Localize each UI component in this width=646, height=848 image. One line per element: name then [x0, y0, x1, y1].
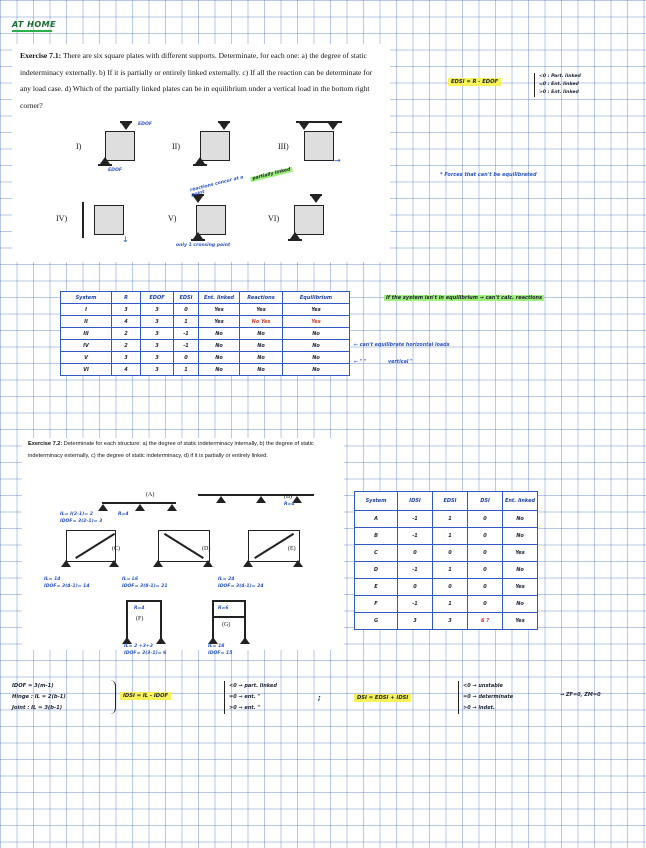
- structure-a-note-2: IDOF= 3(2-1)= 3: [60, 519, 103, 524]
- table-cell: 0: [468, 562, 503, 579]
- structure-f-left-column: [126, 600, 128, 640]
- plate-label-5: V): [168, 214, 177, 223]
- dsi-formula-text: DSI = EDSI + IDSI: [354, 694, 411, 702]
- t2-h-system: System: [355, 492, 398, 511]
- t1-h-entlinked: Ent. linked: [199, 292, 240, 304]
- table-cell: No: [283, 352, 350, 364]
- page-heading: [12, 20, 56, 32]
- structure-f-right-column: [160, 600, 162, 640]
- only-crossing-note: only 1 crossing point: [176, 243, 231, 248]
- table-cell: 1: [433, 511, 468, 528]
- plate-3-top-support-right: [328, 123, 338, 130]
- structure-d-note-1: IL= L6: [122, 577, 139, 582]
- structure-b-support-1: [216, 496, 226, 503]
- structure-e-note-2: IDOF= 3(4-1)= 24: [218, 584, 264, 589]
- table-row: [355, 528, 538, 545]
- table-row: [355, 545, 538, 562]
- plate-3-arrow-icon: →: [334, 156, 341, 165]
- structure-c-support-right: [109, 560, 119, 567]
- table-cell: -1: [398, 528, 433, 545]
- table-cell: G: [355, 613, 398, 630]
- table-cell: 0: [468, 528, 503, 545]
- edsi-formula: [448, 79, 501, 85]
- table-cell: Yes: [283, 304, 350, 316]
- plate-label-3: III): [278, 142, 289, 151]
- table-cell: D: [355, 562, 398, 579]
- structure-d-support-left: [153, 560, 163, 567]
- note-vertical-text: vertical ": [388, 360, 413, 365]
- exercise-7-1-body: There are six square plates with different supports. Determinate, for each one: a) the degree of static indeterminacy externally. b) If it is partially or entirely linked externally. c) If all the reaction can be determinate for any load case. d) Which of the partially linked plates can be in equilibrium under a vertical load in the bottom right corner?: [20, 51, 373, 110]
- plate-label-1: I): [76, 142, 82, 151]
- table-cell: Yes: [240, 304, 283, 316]
- bottom-formulas-left: [12, 681, 66, 714]
- table-cell: 3: [141, 328, 174, 340]
- exercise-7-1-panel: [12, 44, 390, 262]
- plate-label-4: IV): [56, 214, 68, 223]
- structure-a-note-1: IL= I(2-1)= 2: [60, 512, 93, 517]
- table-cell: Yes: [503, 613, 538, 630]
- structure-e-support-left: [243, 560, 253, 567]
- structure-a-label: (A): [146, 492, 155, 498]
- table-cell: C: [355, 545, 398, 562]
- formula-joint: Joint : IL = 3(b-1): [12, 705, 63, 711]
- plate-label-6: VI): [268, 214, 280, 223]
- structure-c-note-2: IDOF= 3(4-1)= 14: [44, 584, 90, 589]
- table-cell: -1: [398, 562, 433, 579]
- t1-h-edof: EDOF: [141, 292, 174, 304]
- table-cell: No: [199, 364, 240, 376]
- table-row: [61, 328, 350, 340]
- structure-g-mid-beam: [212, 616, 246, 618]
- structure-g-support-left: [208, 637, 218, 644]
- table-cell: -1: [398, 596, 433, 613]
- partially-linked-note: partially linked: [251, 167, 292, 182]
- structure-f-note-2: IDOF= 3(3-1)= 6: [124, 651, 167, 656]
- t1-h-r: R: [112, 292, 141, 304]
- note-horizontal-text: can't equilibrate horizontal loads: [359, 343, 450, 348]
- table-cell: 3: [398, 613, 433, 630]
- dsi-case-3: >0 → indet.: [463, 705, 495, 711]
- table-cell: 3: [433, 613, 468, 630]
- table-cell: 0: [468, 545, 503, 562]
- table-cell: No: [199, 352, 240, 364]
- structure-f-note-1: IL= 2 +3+3: [124, 644, 153, 649]
- plate-1-edof-note-2: EDOF: [108, 168, 122, 173]
- table-row: [61, 304, 350, 316]
- table-cell: II: [61, 316, 112, 328]
- idsi-cases: [224, 681, 277, 714]
- structure-d-support-right: [203, 560, 213, 567]
- structure-f-reaction-note: R=4: [134, 606, 145, 611]
- table-cell: No: [199, 340, 240, 352]
- table-cell: 0: [433, 579, 468, 596]
- table-cell: No: [503, 511, 538, 528]
- table-cell: 4: [112, 364, 141, 376]
- table-cell: 0: [468, 596, 503, 613]
- idsi-case-3: >0 → ent. ": [229, 705, 260, 711]
- structure-a-support-2: [135, 504, 145, 511]
- heading-text: AT HOME: [12, 20, 57, 29]
- plate-4-left-bar: [82, 202, 84, 238]
- table-7-1-header: [61, 292, 350, 304]
- plate-2-top-support: [219, 123, 229, 130]
- table-row: [355, 579, 538, 596]
- plate-6-bottom-bar: [288, 239, 302, 241]
- table-cell: 1: [433, 528, 468, 545]
- table-cell: 3: [112, 352, 141, 364]
- edsi-cases: [534, 73, 581, 97]
- table-cell: No: [503, 528, 538, 545]
- table-cell: A: [355, 511, 398, 528]
- structure-f-support-left: [122, 637, 132, 644]
- structure-d-label: (D): [202, 546, 211, 552]
- table-cell: No: [240, 328, 283, 340]
- table-row: [61, 340, 350, 352]
- table-cell: 0: [398, 545, 433, 562]
- table-cell: No Yes: [240, 316, 283, 328]
- structure-d-note-2: IDOF= 3(8-1)= 21: [122, 584, 168, 589]
- idsi-case-2: =0 → ent. ": [229, 694, 260, 700]
- structure-g-support-right: [240, 637, 250, 644]
- structure-b-label: (B): [284, 494, 292, 500]
- structure-c-label: (C): [112, 546, 120, 552]
- dsi-formula: [354, 695, 411, 701]
- plate-1-top-support: [121, 123, 131, 130]
- structure-g-beam: [212, 600, 246, 602]
- table-cell: 0: [174, 352, 199, 364]
- table-row: [61, 352, 350, 364]
- structure-g-label: (G): [222, 622, 231, 628]
- edsi-case-2: =0 : Ent. linked: [539, 82, 579, 87]
- table-cell: 1: [433, 596, 468, 613]
- exercise-7-2-panel: [22, 438, 344, 650]
- table-cell: 0: [468, 511, 503, 528]
- table-cell: 3: [141, 304, 174, 316]
- table-cell: 2: [112, 328, 141, 340]
- table-cell: 3: [141, 352, 174, 364]
- table-cell: No: [503, 562, 538, 579]
- structure-g-left-column: [212, 600, 214, 640]
- table-cell: 2: [112, 340, 141, 352]
- structure-f-beam: [126, 600, 162, 602]
- table-row: [355, 562, 538, 579]
- table-row: [355, 613, 538, 630]
- edsi-case-3: >0 : Ent. linked: [539, 90, 579, 95]
- table-cell: -1: [174, 328, 199, 340]
- table-cell: 3: [141, 316, 174, 328]
- exercise-7-1-title: Exercise 7.1:: [20, 51, 62, 60]
- table-row: [355, 511, 538, 528]
- plate-4: [94, 205, 124, 235]
- bottom-semicolon: ;: [318, 694, 321, 702]
- dsi-case-2: =0 → determinate: [463, 694, 514, 700]
- table-cell: No: [283, 340, 350, 352]
- structure-g-note-1: IL= 18: [208, 644, 225, 649]
- t1-h-system: System: [61, 292, 112, 304]
- t1-h-equilibrium: Equilibrium: [283, 292, 350, 304]
- table-cell: F: [355, 596, 398, 613]
- table-1-note-horizontal: [354, 343, 449, 348]
- exercise-7-2-body: Determinate for each structure: a) the degree of static indeterminacy internally, b) the degree of static indeterminacy externally, c) the degree of static indeterminacy, d) if it is partially or entirely linked.: [28, 441, 314, 460]
- table-7-2: [354, 491, 538, 630]
- heading-underline: [12, 30, 52, 32]
- structure-a-support-1: [98, 504, 108, 511]
- table-row: [61, 364, 350, 376]
- reactions-concur-note: reactions concur at a point: [189, 175, 245, 199]
- table-cell: 0: [468, 579, 503, 596]
- table-cell: Yes: [283, 316, 350, 328]
- table-cell: 1: [174, 316, 199, 328]
- structure-b-support-2: [256, 496, 266, 503]
- t2-h-idsi: IDSI: [398, 492, 433, 511]
- structure-c-support-left: [61, 560, 71, 567]
- plate-6: [294, 205, 324, 235]
- table-cell: I: [61, 304, 112, 316]
- table-cell: 1: [174, 364, 199, 376]
- structure-f-label: (F): [136, 616, 144, 622]
- table-cell: 1: [433, 562, 468, 579]
- table-cell: 3: [112, 304, 141, 316]
- table-cell: No: [283, 364, 350, 376]
- table-cell: No: [240, 364, 283, 376]
- table-row: [355, 596, 538, 613]
- edsi-formula-text: EDSI = R - EDOF: [448, 78, 501, 86]
- dsi-cases: [458, 681, 513, 714]
- table-cell: Yes: [503, 545, 538, 562]
- structure-a-reaction-note: R=4: [118, 512, 129, 517]
- plate-label-2: II): [172, 142, 180, 151]
- idsi-case-1: <0 → part. linked: [229, 683, 277, 689]
- structure-e-support-right: [293, 560, 303, 567]
- table-cell: No: [240, 352, 283, 364]
- table-cell: No: [240, 340, 283, 352]
- table-cell: IV: [61, 340, 112, 352]
- formula-hinge: Hinge : IL = 2(b-1): [12, 694, 66, 700]
- plate-1-bottom-support: [100, 157, 110, 164]
- arrow-left-icon: ←: [354, 360, 360, 365]
- table-7-2-header: [355, 492, 538, 511]
- equilibrium-extra: → ZF=0, ZM=0: [560, 692, 601, 698]
- edsi-case-1: <0 : Part. linked: [539, 74, 581, 79]
- t2-h-edsi: EDSI: [433, 492, 468, 511]
- table-cell: No: [283, 328, 350, 340]
- table-cell: 3: [141, 364, 174, 376]
- exercise-7-2-text: [28, 438, 340, 462]
- plate-5: [196, 205, 226, 235]
- structure-g-right-column: [244, 600, 246, 640]
- forces-note: * Forces that can't be equilibrated: [440, 172, 537, 178]
- plate-6-bottom-support: [290, 232, 300, 239]
- plate-4-arrow-icon: ↓: [122, 235, 129, 244]
- arrow-left-icon: ←: [354, 343, 360, 348]
- table-7-1: [60, 291, 350, 376]
- table-cell: Yes: [199, 316, 240, 328]
- structure-e-note-1: IL= 24: [218, 577, 235, 582]
- table-cell: 0: [433, 545, 468, 562]
- formula-idof: IDOF = 3(m-1): [12, 683, 54, 689]
- plate-3-top-support-left: [299, 123, 309, 130]
- plate-1-edof-note-1: EDOF: [138, 122, 152, 127]
- table-cell: V: [61, 352, 112, 364]
- table-cell: Yes: [199, 304, 240, 316]
- table-cell: 3: [141, 340, 174, 352]
- dsi-case-1: <0 → unstable: [463, 683, 503, 689]
- table-cell: E: [355, 579, 398, 596]
- table-row: [61, 316, 350, 328]
- structure-a-support-3: [167, 504, 177, 511]
- table-cell: 6 ?: [468, 613, 503, 630]
- table-cell: 0: [174, 304, 199, 316]
- idsi-formula: [120, 693, 171, 699]
- table-1-top-note: [384, 295, 544, 301]
- table-cell: 0: [398, 579, 433, 596]
- plate-1-bottom-bar: [98, 164, 112, 166]
- structure-b-reaction-note: R=4: [284, 502, 295, 507]
- t2-h-dsi: DSI: [468, 492, 503, 511]
- table-1-top-note-text: If the system isn't in equilibrium → can't calc. reactions: [386, 295, 543, 301]
- plate-3: [304, 131, 334, 161]
- structure-e-label: (E): [288, 546, 296, 552]
- structure-f-support-right: [156, 637, 166, 644]
- table-cell: -1: [174, 340, 199, 352]
- table-cell: No: [503, 596, 538, 613]
- exercise-7-2-title: Exercise 7.2:: [28, 441, 63, 447]
- exercise-7-1-text: [20, 48, 382, 114]
- plate-5-bottom-support: [193, 232, 203, 239]
- t1-h-edsi: EDSI: [174, 292, 199, 304]
- table-cell: B: [355, 528, 398, 545]
- plate-5-bottom-bar: [191, 239, 205, 241]
- structure-g-note-2: IDOF= 15: [208, 651, 233, 656]
- table-1-note-vertical: [354, 360, 413, 365]
- table-cell: 4: [112, 316, 141, 328]
- table-cell: III: [61, 328, 112, 340]
- plate-6-top-support: [311, 196, 321, 203]
- table-cell: No: [199, 328, 240, 340]
- idsi-formula-text: IDSI = IL - IDOF: [120, 692, 171, 700]
- table-cell: Yes: [503, 579, 538, 596]
- note-ditto-text: " ": [359, 360, 367, 365]
- table-cell: -1: [398, 511, 433, 528]
- table-cell: VI: [61, 364, 112, 376]
- plate-2-bottom-support: [195, 157, 205, 164]
- bottom-brace-1: [110, 680, 116, 714]
- plate-2-bottom-bar: [193, 164, 207, 166]
- t1-h-reactions: Reactions: [240, 292, 283, 304]
- structure-c-note-1: IL= 14: [44, 577, 61, 582]
- structure-g-reaction-note: R=6: [218, 606, 229, 611]
- t2-h-entlinked: Ent. linked: [503, 492, 538, 511]
